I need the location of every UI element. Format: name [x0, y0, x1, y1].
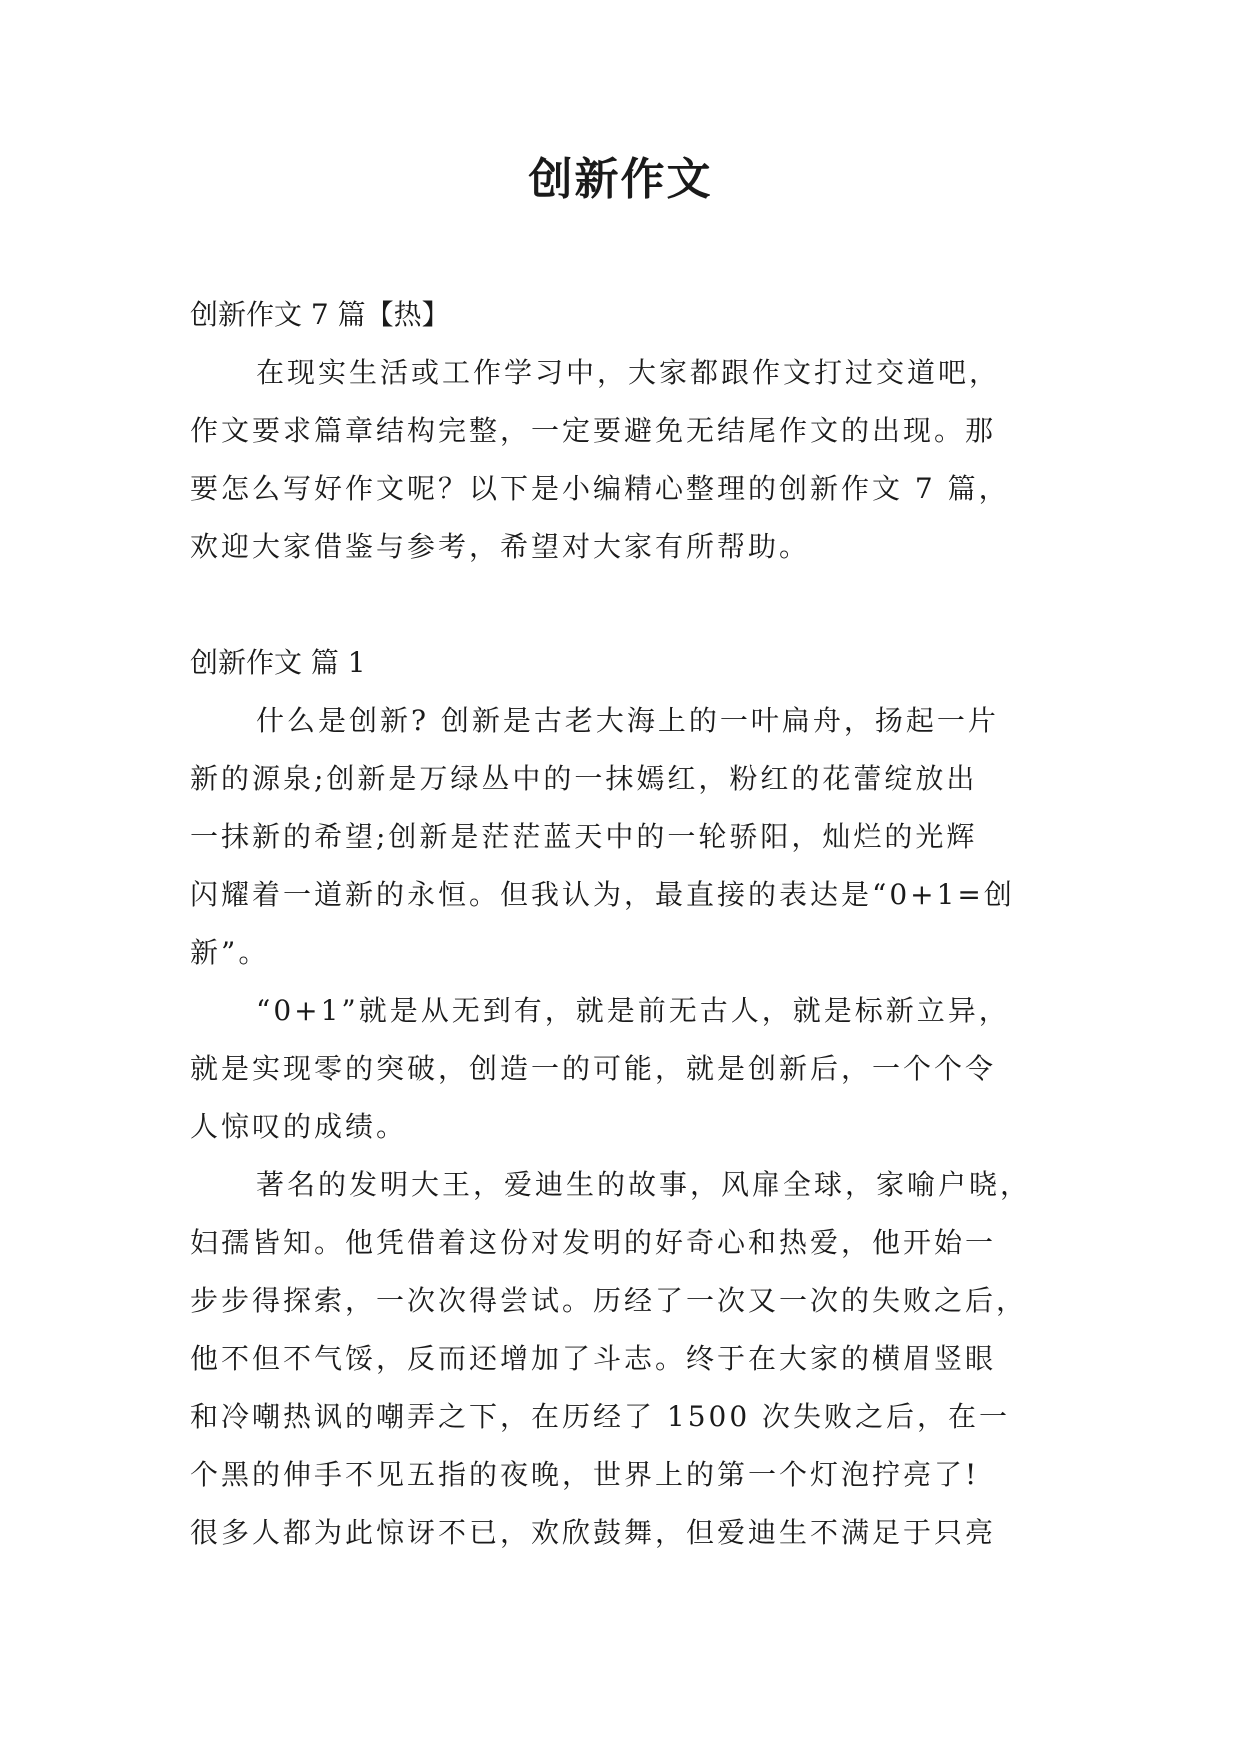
- paragraph-line: 在现实生活或工作学习中，大家都跟作文打过交道吧，: [256, 356, 1001, 389]
- paragraph-line: 要怎么写好作文呢？以下是小编精心整理的创新作文 7 篇，: [190, 472, 1010, 505]
- paragraph-line: 作文要求篇章结构完整，一定要避免无结尾作文的出现。那: [190, 414, 997, 447]
- document-body: [190, 286, 1062, 1562]
- paragraph-line: 很多人都为此惊讶不已，欢欣鼓舞，但爱迪生不满足于只亮: [190, 1516, 997, 1549]
- paragraph-line: 步步得探索，一次次得尝试。历经了一次又一次的失败之后，: [190, 1284, 1028, 1317]
- paragraph-line: 就是实现零的突破，创造一的可能，就是创新后，一个个令: [190, 1052, 997, 1085]
- paragraph-line: 妇孺皆知。他凭借着这份对发明的好奇心和热爱，他开始一: [190, 1226, 997, 1259]
- paragraph-line: 新的源泉;创新是万绿丛中的一抹嫣红，粉红的花蕾绽放出: [190, 762, 978, 795]
- paragraph-line: 他不但不气馁，反而还增加了斗志。终于在大家的横眉竖眼: [190, 1342, 997, 1375]
- main-heading: 创新作文 7 篇【热】: [190, 298, 450, 331]
- intro-paragraph: [190, 344, 1062, 576]
- paragraph-2: [190, 982, 1062, 1156]
- paragraph-line: 一抹新的希望;创新是茫茫蓝天中的一轮骄阳，灿烂的光辉: [190, 820, 978, 853]
- paragraph-line: 个黑的伸手不见五指的夜晚，世界上的第一个灯泡拧亮了!: [190, 1458, 980, 1491]
- paragraph-line: 新”。: [190, 936, 270, 969]
- section-heading: 创新作文 篇 1: [190, 646, 366, 679]
- paragraph-line: 人惊叹的成绩。: [190, 1110, 408, 1143]
- paragraph-line: 欢迎大家借鉴与参考，希望对大家有所帮助。: [190, 530, 811, 563]
- document-title: 创新作文: [528, 154, 713, 205]
- paragraph-1: [190, 692, 1062, 982]
- paragraph-line: 什么是创新? 创新是古老大海上的一叶扁舟，扬起一片: [256, 704, 999, 737]
- paragraph-3: [190, 1156, 1062, 1562]
- paragraph-line: 著名的发明大王，爱迪生的故事，风扉全球，家喻户晓，: [256, 1168, 1032, 1201]
- paragraph-line: “0+1”就是从无到有，就是前无古人，就是标新立异，: [256, 994, 1010, 1027]
- section-spacer: [190, 576, 1062, 634]
- paragraph-line: 和冷嘲热讽的嘲弄之下，在历经了 1500 次失败之后，在一: [190, 1400, 1011, 1433]
- paragraph-line: 闪耀着一道新的永恒。但我认为，最直接的表达是“0+1=创: [190, 878, 1015, 911]
